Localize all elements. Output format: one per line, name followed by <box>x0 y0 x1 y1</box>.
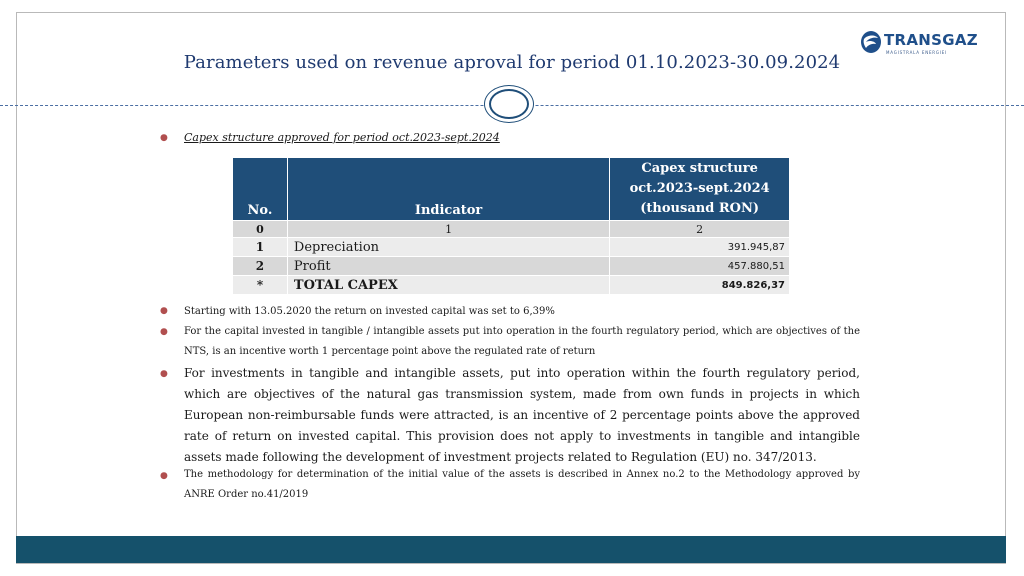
header-indicator: Indicator <box>414 203 483 218</box>
table-row-total <box>233 276 790 295</box>
header-capex-line3: (thousand RON) <box>640 201 759 216</box>
bullet-icon: ● <box>160 327 168 337</box>
row-indicator: Profit <box>287 257 609 276</box>
bullet-text: Starting with 13.05.2020 the return on invested capital was set to 6,39% <box>184 306 555 317</box>
row-no: 2 <box>233 257 288 276</box>
row-value: 849.826,37 <box>610 276 790 295</box>
bullet-text: For investments in tangible and intangible assets, put into operation within the fourth regulatory period, which are objectives of the natural gas transmission system, made from own funds in projects in which European non-reimbursable funds were attracted, is an incentive of 2 percentage points above the approved rate of return on invested capital. This provision does not apply to investments in tangible and intangible assets made following the development of investment projects related to Regulation (EU) no. 347/2013. <box>184 366 860 464</box>
capex-heading: Capex structure approved for period oct.2023-sept.2024 <box>184 131 500 144</box>
divider-ornament-inner <box>489 89 529 119</box>
capex-table <box>232 157 790 295</box>
bullet-icon: ● <box>160 369 168 379</box>
table-header-row <box>233 158 790 221</box>
row-no: * <box>233 276 288 295</box>
row-value: 457.880,51 <box>610 257 790 276</box>
row-no: 1 <box>233 238 288 257</box>
table-row <box>233 238 790 257</box>
logo-subtext: MAGISTRALA ENERGIEI <box>886 50 948 55</box>
footer-bar <box>16 536 1006 563</box>
index-cell-no: 0 <box>233 221 288 238</box>
table-row <box>233 257 790 276</box>
page-title: Parameters used on revenue aproval for period 01.10.2023-30.09.2024 <box>183 52 841 73</box>
row-indicator: Depreciation <box>287 238 609 257</box>
bullet-icon: ● <box>160 471 168 481</box>
index-cell-indicator: 1 <box>287 221 609 238</box>
row-value: 391.945,87 <box>610 238 790 257</box>
index-cell-value: 2 <box>610 221 790 238</box>
bullet-text: The methodology for determination of the initial value of the assets is described in Annex no.2 to the Methodology approved by ANRE Order no.41/2019 <box>184 469 860 500</box>
logo-text: TRANSGAZ <box>884 31 978 49</box>
logo-swirl-icon <box>860 30 882 54</box>
bullet-icon: ● <box>160 306 168 316</box>
table-index-row <box>233 221 790 238</box>
row-indicator: TOTAL CAPEX <box>287 276 609 295</box>
bullet-icon: ● <box>160 133 168 143</box>
bullet-text: For the capital invested in tangible / intangible assets put into operation in the fourth regulatory period, which are objectives of the NTS, is an incentive worth 1 percentage point above the regulated rate of return <box>184 326 860 357</box>
header-no: No. <box>247 203 273 218</box>
header-capex-line1: Capex structure <box>641 161 758 176</box>
header-capex-line2: oct.2023-sept.2024 <box>629 181 770 196</box>
transgaz-logo <box>860 30 978 60</box>
